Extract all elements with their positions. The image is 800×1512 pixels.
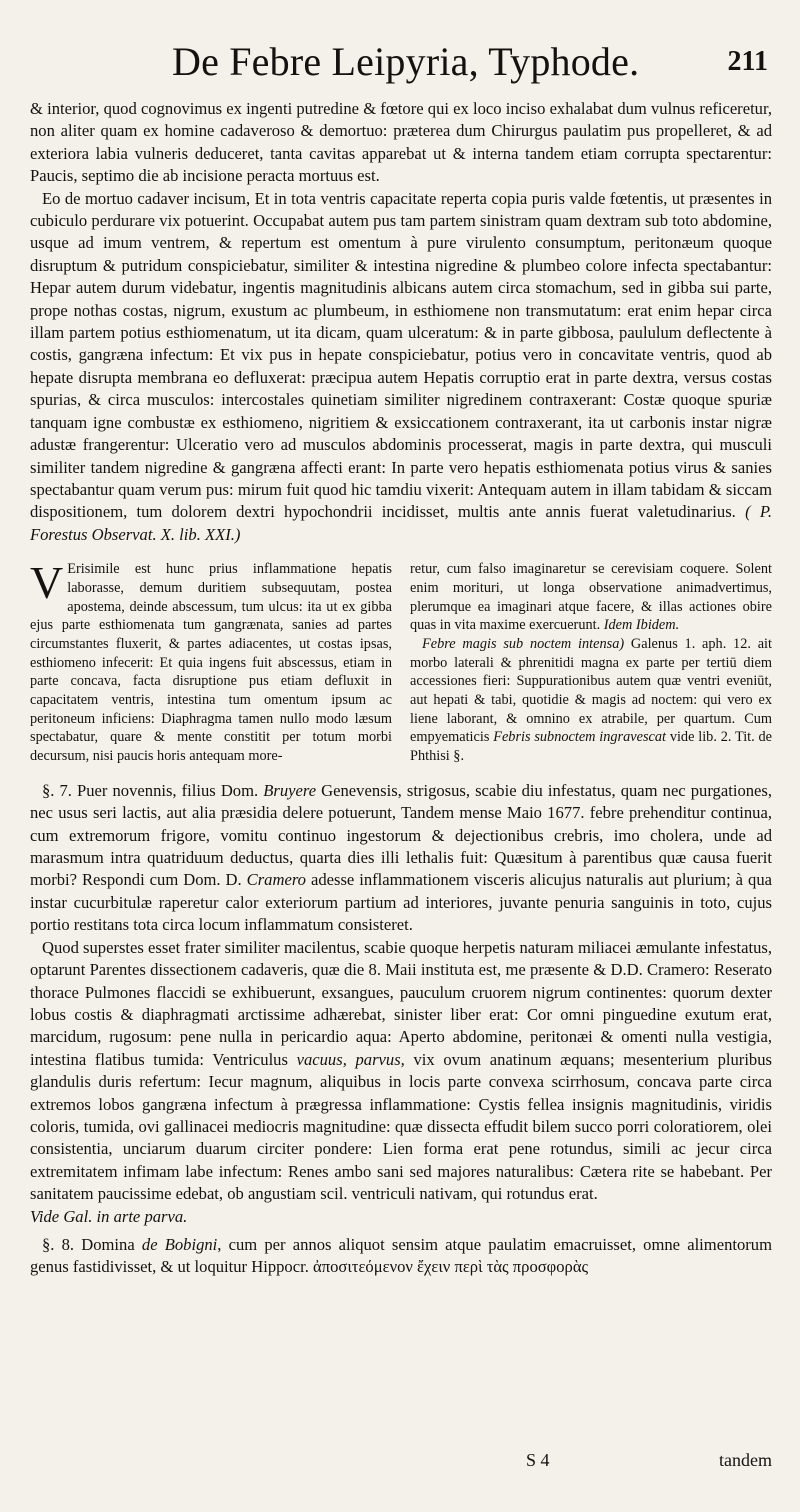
drop-cap: V: [30, 557, 64, 609]
section-8: §. 8. Domina de Bobigni, cum per annos aliquot sensim atque paulatim emacruisset, omne alimentorum genus fastidivisset, & ut loquitur Hippocr. ἀποσιτεόμενον ἔχειν περὶ τὰς προσφορὰς: [30, 1234, 772, 1277]
signature-mark: S 4: [526, 1450, 550, 1470]
section-7-reference: Vide Gal. in arte parva.: [30, 1206, 188, 1226]
commentary-right-text: retur, cum falso imaginaretur se cerevisiam coquere. Solent enim morituri, ut longa observatione animadvertimus, plerumque ea imaginari atque facere, & illas actiones obire quas in vita maxime exercuerunt. Idem Ibidem.: [410, 561, 772, 634]
lemma: Febre magis sub noctem intensa): [422, 635, 625, 652]
reference-idem: Idem Ibidem.: [603, 617, 680, 634]
commentary-left-column: [30, 557, 392, 766]
page-number: 211: [727, 46, 768, 77]
greek-quote: ἀποσιτεόμενον ἔχειν περὶ τὰς προσφορὰς: [313, 1257, 589, 1277]
section-7-dissection: Quod superstes esset frater similiter macilentus, scabie quoque herpetis naturam miliacei æmulante infestatus, optarunt Parentes dissectionem cadaveris, quæ die 8. Maii instituta est, me præsente & D.D. Cramero: Reserato thorace Pulmones flaccidi se exhibuerunt, exsangues, pauculum cruorem nigrum continentes: quorum dexter lobus costis & diaphragmati arctissime adhærebat, sinister liber erat: Cor omni pinguedine exutum erat, marcidum, rugosum: pene nulla in pericardio aqua: Aperto abdomine, peritonæi & omenti nulla vestigia, intestina flatibus tumida: Ventriculus vacuus, parvus, vix ovum anatinum æquans; mesenterium pluribus glandulis duris refertum: Iecur magnum, aliquibus in locis parte convexa scirrhosum, concava parte circa extremos lobos gangræna infectum à prægressa inflammatione: Cystis fellea insignis magnitudinis, viridis coloris, tumida, ovi gallinacei mediocris magnitudine: quæ dissecta effudit bilem succo porri coloratiorem, olei consistentia, unciarum duarum circiter pondere: Lien forma erat pene rotundus, simili ac jecur circa extremitatem infimam labe infectum: Renes ambo sani sed majores naturalibus: Cætera rite se habebant. Per sanitatem paucissime edebat, ob angustiam scil. ventriculi nativam, qui rotundus erat.: [30, 937, 772, 1204]
page-footer: [30, 1450, 772, 1484]
citation: ( P. Forestus Observat. X. lib. XXI.): [30, 502, 772, 544]
commentary-left-text: V Erisimile est hunc prius inflammatione hepatis laborasse, demum duritiem subsequutam, postea apostema, deinde abscessum, tum ulcus: ita ut ex gibba ejus parte esthiomenata tum gangrænata, sanies ad partes circumstantes fluxerit, & partes adiacentes, ut costas ipsas, esthiomeno infecerit: Et quia ingens fuit abscessus, etiam in parte concava, facta disruptione pus etiam defluxit in capacitatem ventris, intestina tum omentum ipsum ac peritoneum inficiens: Diaphragma tamen nullo modo læsum spectabatur, quare & mente constitit per totum morbi decursum, nisi paucis horis antequam more-: [30, 557, 392, 765]
paragraph-autopsy: Eo de mortuo cadaver incisum, Et in tota ventris capacitate reperta copia puris valde fœtentis, ut præsentes in cubiculo perdurare vix potuerint. Occupabat autem pus tam partem sinistram quam dextram sub toto abdomine, usque ad imum ventrem, & repertum est omentum à pure virulento consumptum, peritonæum quoque disruptum & putridum conspiciebatur, similiter & intestina nigredine & plumbeo colore infecta spectabantur: Hepar autem durum videbatur, ingentis magnitudinis albicans autem circa stomachum, sed in gibba sui parte, prope nothas costas, nigrum, exustum ac plumbeum, in esthiomene non transmutatum: erat enim hepar circa illam partem potius esthiomenatum, ut ita dicam, quam ulceratum: & in parte gibbosa, paululum deflectente à costis, gangræna infectum: Et vix pus in hepate conspiciebatur, potius vero in concavitate ventris, quod ab hepate disrupta membrana eo defluxerat: præcipua autem Hepatis corruptio erat in parte dextra, versus costas spurias, & circa musculos: intercostales quinetiam similiter nigredinem contraxerant: Costæ quoque spuriæ tanquam igne combustæ ex esthiomeno, nigritiem & exsiccationem contraxerant, ita ut carbonis instar nigræ adustæ frangerentur: Ulceratio vero ad musculos abdominis processerat, magis in parte dextra, qui musculi similiter tandem nigredine & gangræna affecti erant: In parte vero hepatis esthiomenata potius virus & sanies spectabantur quam verum pus: mirum fuit quod hic tamdiu vixerit: Antequam autem in illam tabidam & siccam dispositionem, tum dolorem dextri hypochondrii incidisset, multis ante annis fuerat valetudinarius. ( P. Forestus Observat. X. lib. XXI.): [30, 188, 772, 544]
running-header: [30, 26, 772, 98]
catchword: tandem: [719, 1450, 772, 1470]
running-title: De Febre Leipyria, Typhode.: [172, 39, 640, 84]
paragraph-continuation: & interior, quod cognovimus ex ingenti putredine & fœtore qui ex loco inciso exhalabat dum vulnus reficeretur, non aliter quam ex homine cadaveroso & demortuo: præterea dum Chirurgus paulatim pus propelleret, & ad exteriora labia vulneris deduceret, tanta cavitas apparebat ut & interna tandem etiam corrupta spectarentur: Paucis, septimo die ab incisione peracta mortuus est.: [30, 99, 772, 186]
section-7: §. 7. Puer novennis, filius Dom. Bruyere Genevensis, strigosus, scabie diu infestatus, quam nec purgationes, nec usus seri lactis, aut alia præsidia delere potuerunt, Tandem mense Maio 1677. febre prehenditur continua, cum extremorum frigore, vomitu continuo ingestorum & dejectionibus crebris, imo cholera, unde ad marasmum intra quatriduum deductus, quarta dies illi lethalis fuit: Quæsitum à parentibus quæ causa fuerit morbi? Respondi cum Dom. D. Cramero adesse inflammationem visceris alicujus naturalis aut plurium; à qua instar cucurbitulæ raperetur calor exteriorum partium ad interiores, juvante penuria sanguinis in toto, cujus portio restitans tota circa locum inflammatum consisteret.: [30, 780, 773, 935]
commentary-columns: [30, 557, 773, 766]
commentary-right-column: [410, 560, 772, 766]
commentary-note: Febre magis sub noctem intensa) Galenus 1. aph. 12. ait morbo laterali & phrenitidi magna ex parte per tertiū diem accessiones fieri: Suppurationibus autem quæ ventri eveniūt, aut hepati & tabi, quotidie & magis ad noctem: qui vero ex liene laborant, & omnino ex atrabile, per quartum. Cum empyematicis Febris subnoctem ingravescat vide lib. 2. Tit. de Phthisi §.: [410, 635, 773, 765]
